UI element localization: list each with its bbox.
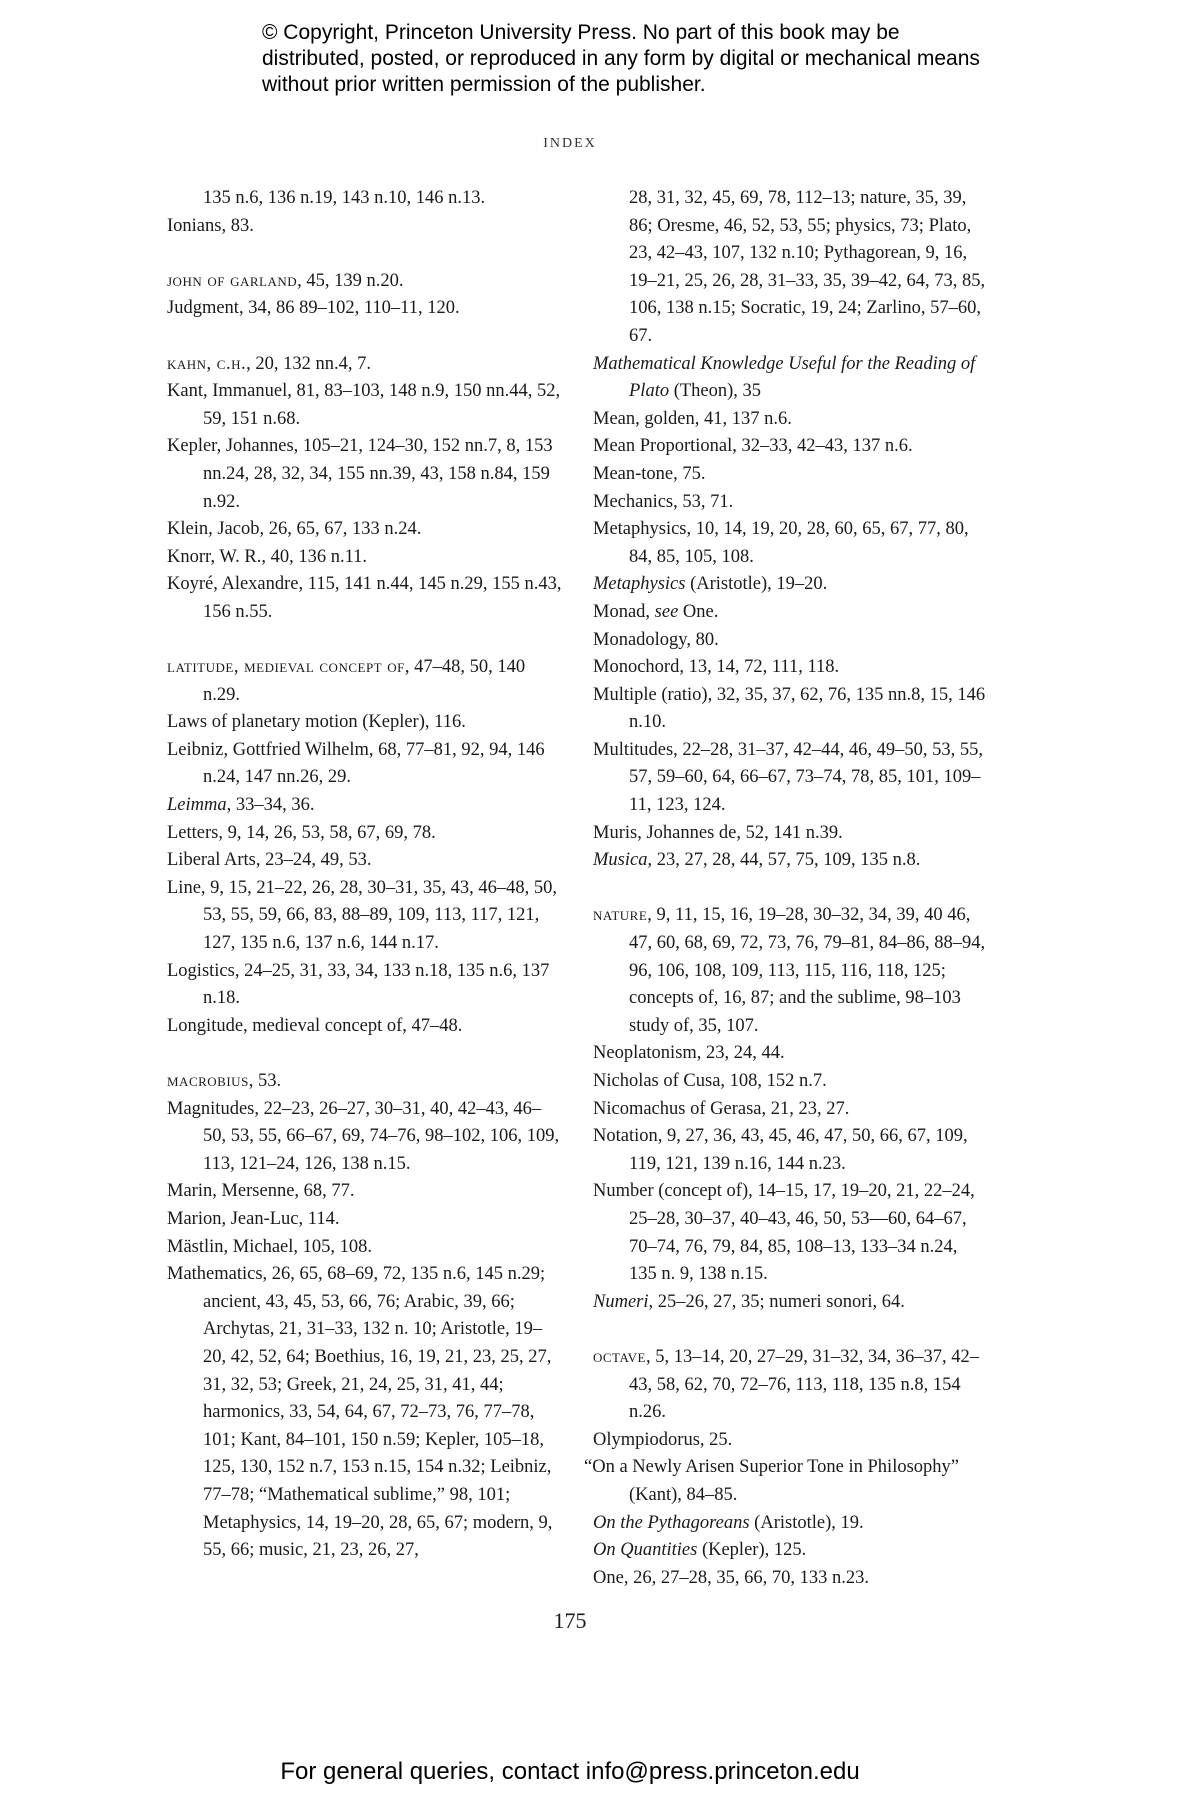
index-entry (167, 1206, 562, 1234)
footer-contact: For general queries, contact info@press.princeton.edu (280, 1758, 860, 1785)
index-entry (593, 1289, 988, 1317)
index-entry (167, 516, 562, 544)
entry-text: Monad, (593, 601, 655, 622)
page-number: 175 (553, 1608, 587, 1633)
entry-italic-title: On the Pythagoreans (593, 1512, 750, 1533)
entry-text: Monochord, 13, 14, 72, 111, 118. (593, 657, 840, 678)
entry-text: 135 n.6, 136 n.19, 143 n.10, 146 n.13. (203, 188, 486, 208)
entry-text: Monadology, 80. (593, 629, 719, 650)
entry-text: Ionians, 83. (167, 215, 254, 236)
index-entry (167, 847, 562, 875)
entry-text: Notation, 9, 27, 36, 43, 45, 46, 47, 50, 66, 67, 109, 119, 121, 139 n.16, 144 n.23. (593, 1126, 968, 1174)
index-entry (167, 544, 562, 572)
entry-text: Kant, Immanuel, 81, 83–103, 148 n.9, 150 nn.44, 52, 59, 151 n.68. (167, 381, 561, 429)
index-entry (593, 1537, 988, 1565)
index-entry (167, 571, 562, 626)
entry-text: Metaphysics, 10, 14, 19, 20, 28, 60, 65, 67, 77, 80, 84, 85, 105, 108. (593, 519, 969, 567)
entry-text: Number (concept of), 14–15, 17, 19–20, 21, 22–24, 25–28, 30–37, 40–43, 46, 50, 53—60, 64–67, 70–74, 76, 79, 84, 85, 108–13, 133–34 n.24, 135 n. 9, 138 n.15. (593, 1181, 975, 1285)
entry-heading-smallcaps: nature (593, 905, 648, 926)
index-entry (593, 737, 988, 820)
entry-text: Mathematics, 26, 65, 68–69, 72, 135 n.6, 145 n.29; ancient, 43, 45, 53, 66, 76; Arabic, 39, 66; Archytas, 21, 31–33, 132 n. 10; Aristotle, 19–20, 42, 52, 64; Boethius, 16, 19, 21, 23, 25, 27, 31, 32, 53; Greek, 21, 24, 25, 31, 41, 44; harmonics, 33, 54, 64, 67, 72–73, 76, 77–78, 101; Kant, 84–101, 150 n.59; Kepler, 105–18, 125, 130, 152 n.7, 153 n.15, 154 n.32; Leibniz, 77–78; “Mathematical sublime,” 98, 101; Metaphysics, 14, 19–20, 28, 65, 67; modern, 9, 55, 66; music, 21, 23, 26, 27, (167, 1264, 553, 1561)
section-gap (593, 875, 988, 903)
section-gap (593, 1316, 988, 1344)
entry-text: Liberal Arts, 23–24, 49, 53. (167, 850, 372, 871)
entry-text: Olympiodorus, 25. (593, 1429, 733, 1450)
index-entry (593, 902, 988, 1040)
entry-text: Magnitudes, 22–23, 26–27, 30–31, 40, 42–43, 46–50, 53, 55, 66–67, 69, 74–76, 98–102, 106, 109, 113, 121–24, 126, 138 n.15. (167, 1098, 560, 1174)
index-entry (167, 213, 562, 241)
index-entry (167, 820, 562, 848)
entry-text: Mean-tone, 75. (593, 463, 706, 484)
index-entry (593, 1068, 988, 1096)
index-entry (167, 1068, 562, 1096)
index-entry (593, 627, 988, 655)
index-entry (593, 599, 988, 627)
index-entry (167, 378, 562, 433)
entry-text: Multiple (ratio), 32, 35, 37, 62, 76, 135 nn.8, 15, 146 n.10. (593, 684, 986, 733)
section-gap (167, 323, 562, 351)
entry-text: Nicomachus of Gerasa, 21, 23, 27. (593, 1098, 850, 1119)
entry-locators: , 5, 13–14, 20, 27–29, 31–32, 34, 36–37, 42–43, 58, 62, 70, 72–76, 113, 118, 135 n.8, 154 n.26. (629, 1346, 980, 1423)
index-entry (593, 1096, 988, 1124)
index-entry (167, 268, 562, 296)
entry-text: Knorr, W. R., 40, 136 n.11. (167, 546, 368, 567)
entry-text: Marin, Mersenne, 68, 77. (167, 1181, 355, 1202)
entry-italic-title: see (654, 601, 679, 622)
index-entry (593, 1344, 988, 1427)
entry-locators: , 47–48, 50, 140 n.29. (203, 657, 526, 705)
index-entry (593, 461, 988, 489)
entry-heading-smallcaps: latitude, medieval concept of (167, 657, 405, 678)
entry-italic-title: Mathematical Knowledge Useful for the Reading of Plato (593, 353, 976, 402)
entry-text: Line, 9, 15, 21–22, 26, 28, 30–31, 35, 43, 46–48, 50, 53, 55, 59, 66, 83, 88–89, 109, 113, 117, 121, 127, 135 n.6, 137 n.6, 144 n.17. (167, 877, 558, 954)
entry-heading-smallcaps: macrobius (167, 1071, 249, 1091)
index-entry (593, 1565, 988, 1593)
index-entry (584, 1454, 988, 1509)
index-entry (167, 709, 562, 737)
entry-text: Koyré, Alexandre, 115, 141 n.44, 145 n.29, 155 n.43, 156 n.55. (167, 574, 562, 622)
index-entry-continuation (593, 185, 988, 351)
index-entry (167, 1261, 562, 1565)
index-entry (593, 406, 988, 434)
index-entry (593, 351, 988, 406)
entry-text: Longitude, medieval concept of, 47–48. (167, 1015, 463, 1036)
index-entry (167, 295, 562, 323)
index-entry (593, 433, 988, 461)
section-gap (167, 240, 562, 268)
entry-locators: (Aristotle), 19. (749, 1512, 864, 1533)
entry-locators: , 45, 139 n.20. (297, 270, 404, 291)
entry-text: Letters, 9, 14, 26, 53, 58, 67, 69, 78. (167, 822, 436, 843)
entry-text: Judgment, 34, 86 89–102, 110–11, 120. (167, 298, 460, 319)
entry-locators: , 9, 11, 15, 16, 19–28, 30–32, 34, 39, 40 46, 47, 60, 68, 69, 72, 73, 76, 79–81, 84–86, 88–94, 96, 106, 108, 109, 113, 115, 116, 118, 125; concepts of, 16, 87; and the sublime, 98–103 study of, 35, 107. (629, 905, 986, 1036)
entry-text: Mean, golden, 41, 137 n.6. (593, 408, 792, 429)
index-entry (167, 737, 562, 792)
index-entry (593, 1178, 988, 1288)
index-entry (167, 875, 562, 958)
running-head: INDEX (543, 136, 597, 151)
entry-text: Multitudes, 22–28, 31–37, 42–44, 46, 49–50, 53, 55, 57, 59–60, 64, 66–67, 73–74, 78, 85, 101, 109–11, 123, 124. (593, 739, 984, 816)
index-column-left (167, 185, 562, 1565)
entry-italic-title: Numeri (593, 1291, 649, 1312)
index-entry (593, 654, 988, 682)
entry-locators: , 25–26, 27, 35; numeri sonori, 64. (648, 1291, 905, 1312)
entry-text: “On a Newly Arisen Superior Tone in Philosophy” (Kant), 84–85. (584, 1457, 959, 1505)
entry-text: Kepler, Johannes, 105–21, 124–30, 152 nn.7, 8, 153 nn.24, 28, 32, 34, 155 nn.39, 43, 158 n.84, 159 n.92. (167, 436, 553, 512)
entry-text: Nicholas of Cusa, 108, 152 n.7. (593, 1071, 827, 1091)
entry-text: Marion, Jean-Luc, 114. (167, 1208, 340, 1229)
index-entry (167, 958, 562, 1013)
entry-italic-title: Musica (593, 850, 648, 871)
entry-text: Klein, Jacob, 26, 65, 67, 133 n.24. (167, 519, 422, 540)
index-entry (167, 654, 562, 709)
entry-heading-smallcaps: kahn, c.h. (167, 353, 247, 374)
index-entry (593, 847, 988, 875)
index-entry (593, 1510, 988, 1538)
entry-text: Logistics, 24–25, 31, 33, 34, 133 n.18, 135 n.6, 137 n.18. (167, 960, 550, 1009)
index-entry (593, 571, 988, 599)
entry-italic-title: On Quantities (593, 1540, 698, 1561)
entry-locators: (Theon), 35 (669, 381, 762, 402)
index-entry (167, 351, 562, 379)
entry-text: Mechanics, 53, 71. (593, 491, 734, 512)
index-entry (593, 682, 988, 737)
entry-locators: , 53. (248, 1071, 282, 1091)
entry-locators: , 33–34, 36. (226, 795, 315, 816)
index-entry (593, 1427, 988, 1455)
index-entry (167, 1013, 562, 1041)
entry-text: One, 26, 27–28, 35, 66, 70, 133 n.23. (593, 1567, 869, 1588)
entry-heading-smallcaps: john of garland (167, 270, 298, 291)
entry-text: Laws of planetary motion (Kepler), 116. (167, 712, 466, 733)
entry-text: Mästlin, Michael, 105, 108. (167, 1236, 373, 1257)
index-entry (593, 489, 988, 517)
index-entry (167, 1096, 562, 1179)
index-entry (167, 792, 562, 820)
copyright-notice: © Copyright, Princeton University Press. No part of this book may be distributed, posted, or reproduced in any form by digital or mechanical means without prior written permission of the publisher. (262, 21, 980, 96)
index-entry (167, 1178, 562, 1206)
entry-text: 28, 31, 32, 45, 69, 78, 112–13; nature, 35, 39, 86; Oresme, 46, 52, 53, 55; physics, 73; Plato, 23, 42–43, 107, 132 n.10; Pythagorean, 9, 16, 19–21, 25, 26, 28, 31–33, 35, 39–42, 64, 73, 85, 106, 138 n.15; Socratic, 19, 24; Zarlino, 57–60, 67. (629, 188, 986, 346)
index-entry-continuation (167, 185, 562, 213)
entry-text: Muris, Johannes de, 52, 141 n.39. (593, 822, 843, 843)
entry-heading-smallcaps: octave (593, 1346, 647, 1367)
index-entry (167, 1234, 562, 1262)
entry-italic-title: Leimma (167, 795, 227, 816)
entry-text: Neoplatonism, 23, 24, 44. (593, 1043, 785, 1064)
index-entry (593, 820, 988, 848)
index-entry (167, 433, 562, 516)
section-gap (167, 627, 562, 655)
entry-text: Mean Proportional, 32–33, 42–43, 137 n.6. (593, 436, 913, 457)
entry-locators: (Aristotle), 19–20. (685, 574, 828, 595)
index-entry (593, 516, 988, 571)
index-entry (593, 1123, 988, 1178)
entry-locators: , 20, 132 nn.4, 7. (246, 353, 371, 374)
entry-locators: , 23, 27, 28, 44, 57, 75, 109, 135 n.8. (647, 850, 921, 871)
entry-italic-title: Metaphysics (593, 574, 686, 595)
index-entry (593, 1040, 988, 1068)
entry-locators: (Kepler), 125. (697, 1540, 807, 1561)
entry-locators: One. (678, 601, 719, 622)
index-column-right (584, 185, 988, 1592)
entry-text: Leibniz, Gottfried Wilhelm, 68, 77–81, 92, 94, 146 n.24, 147 nn.26, 29. (167, 739, 545, 788)
section-gap (167, 1040, 562, 1068)
